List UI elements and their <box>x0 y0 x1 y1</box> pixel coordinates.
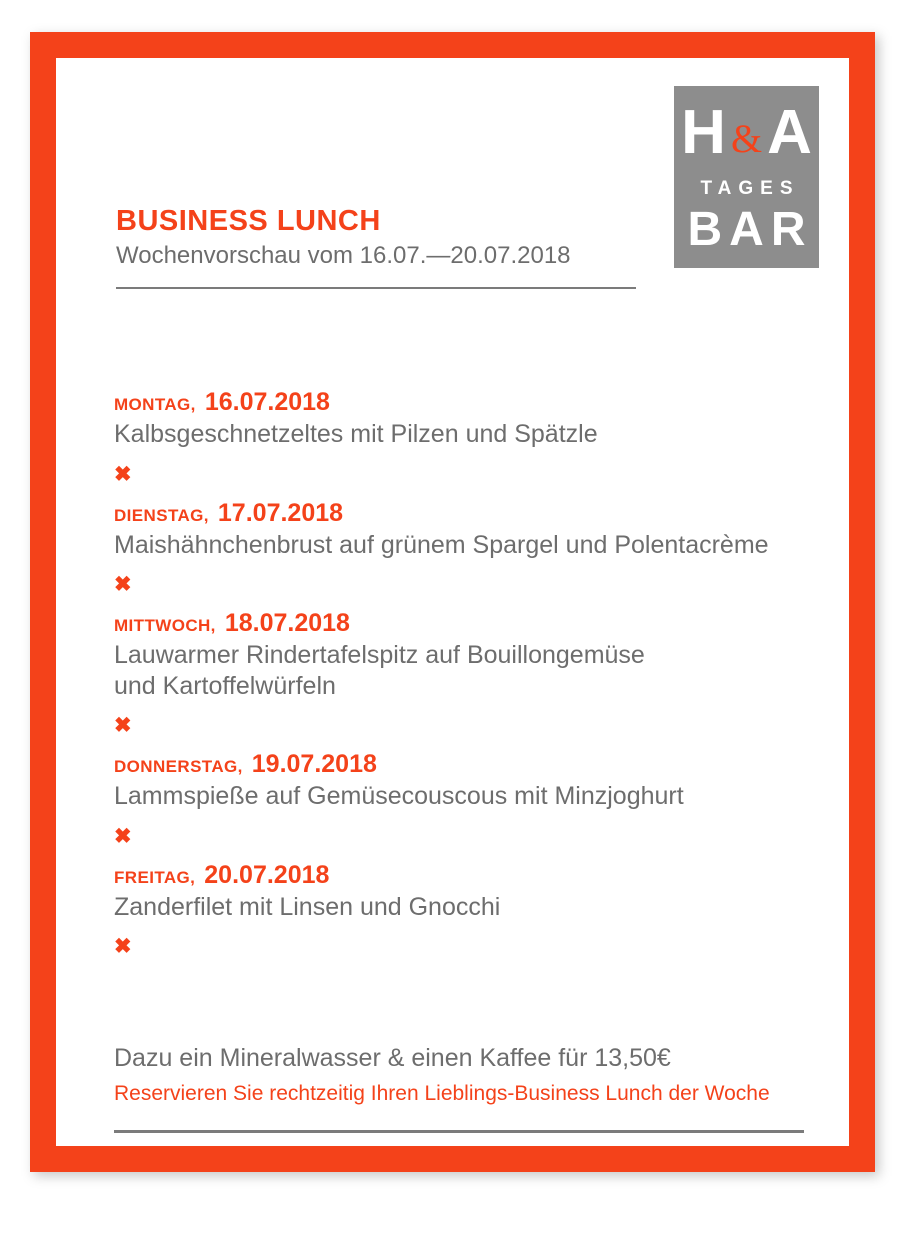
day-name: DIENSTAG, <box>114 505 209 525</box>
dish-line: Lauwarmer Rindertafelspitz auf Bouillongemüse <box>114 641 645 669</box>
logo-letter-h: H <box>681 98 726 167</box>
header <box>116 206 636 289</box>
logo-tages-text: TAGES <box>700 178 800 199</box>
day-date: 18.07.2018 <box>224 609 350 637</box>
footer-divider <box>114 1130 804 1133</box>
header-divider <box>116 287 636 289</box>
list-separator-icon: ✖ <box>114 824 132 848</box>
footer <box>114 1043 834 1133</box>
list-separator-icon: ✖ <box>114 573 132 596</box>
logo-ampersand-icon: & <box>730 116 763 161</box>
price-note: Dazu ein Mineralwasser & einen Kaffee für 13,50€ <box>114 1044 671 1072</box>
dish-line-continued: und Kartoffelwürfeln <box>114 671 336 700</box>
logo-bar-text: BAR <box>687 203 813 256</box>
day-heading <box>114 499 834 528</box>
page-title: BUSINESS LUNCH <box>116 205 381 237</box>
list-separator-icon: ✖ <box>114 935 132 958</box>
day-name: DONNERSTAG, <box>114 757 243 776</box>
menu-day-item <box>114 861 834 923</box>
day-date: 16.07.2018 <box>204 388 330 416</box>
day-date: 17.07.2018 <box>217 498 344 527</box>
reservation-note: Reservieren Sie rechtzeitig Ihren Lieblings-Business Lunch der Woche <box>114 1082 770 1106</box>
list-separator-icon: ✖ <box>114 714 132 737</box>
menu-day-item <box>114 499 834 561</box>
day-heading <box>114 750 834 779</box>
dish-line: Lammspieße auf Gemüsecouscous mit Minzjoghurt <box>114 782 684 810</box>
day-name: MONTAG, <box>114 395 196 414</box>
day-heading <box>114 609 834 638</box>
dish-line: Zanderfilet mit Linsen und Gnocchi <box>114 892 501 921</box>
day-name: MITTWOCH, <box>114 616 216 635</box>
menu-poster <box>30 32 875 1172</box>
day-date: 19.07.2018 <box>251 750 377 778</box>
header-subtitle: Wochenvorschau vom 16.07.—20.07.2018 <box>116 241 571 269</box>
weekly-menu-list <box>114 388 834 971</box>
list-separator-icon: ✖ <box>114 462 132 486</box>
day-name: FREITAG, <box>114 867 196 887</box>
dish-line: Kalbsgeschnetzeltes mit Pilzen und Spätzle <box>114 420 598 448</box>
day-heading <box>114 388 834 417</box>
poster-inner-area <box>56 58 849 1146</box>
dish-line: Maishähnchenbrust auf grünem Spargel und Polentacrème <box>114 530 769 559</box>
menu-day-item <box>114 750 834 812</box>
restaurant-logo <box>674 86 819 268</box>
logo-letter-a: A <box>767 98 812 167</box>
menu-day-item <box>114 388 834 450</box>
day-heading <box>114 861 834 890</box>
day-date: 20.07.2018 <box>204 860 330 889</box>
menu-day-item <box>114 609 834 701</box>
logo-initials-row <box>680 92 813 174</box>
